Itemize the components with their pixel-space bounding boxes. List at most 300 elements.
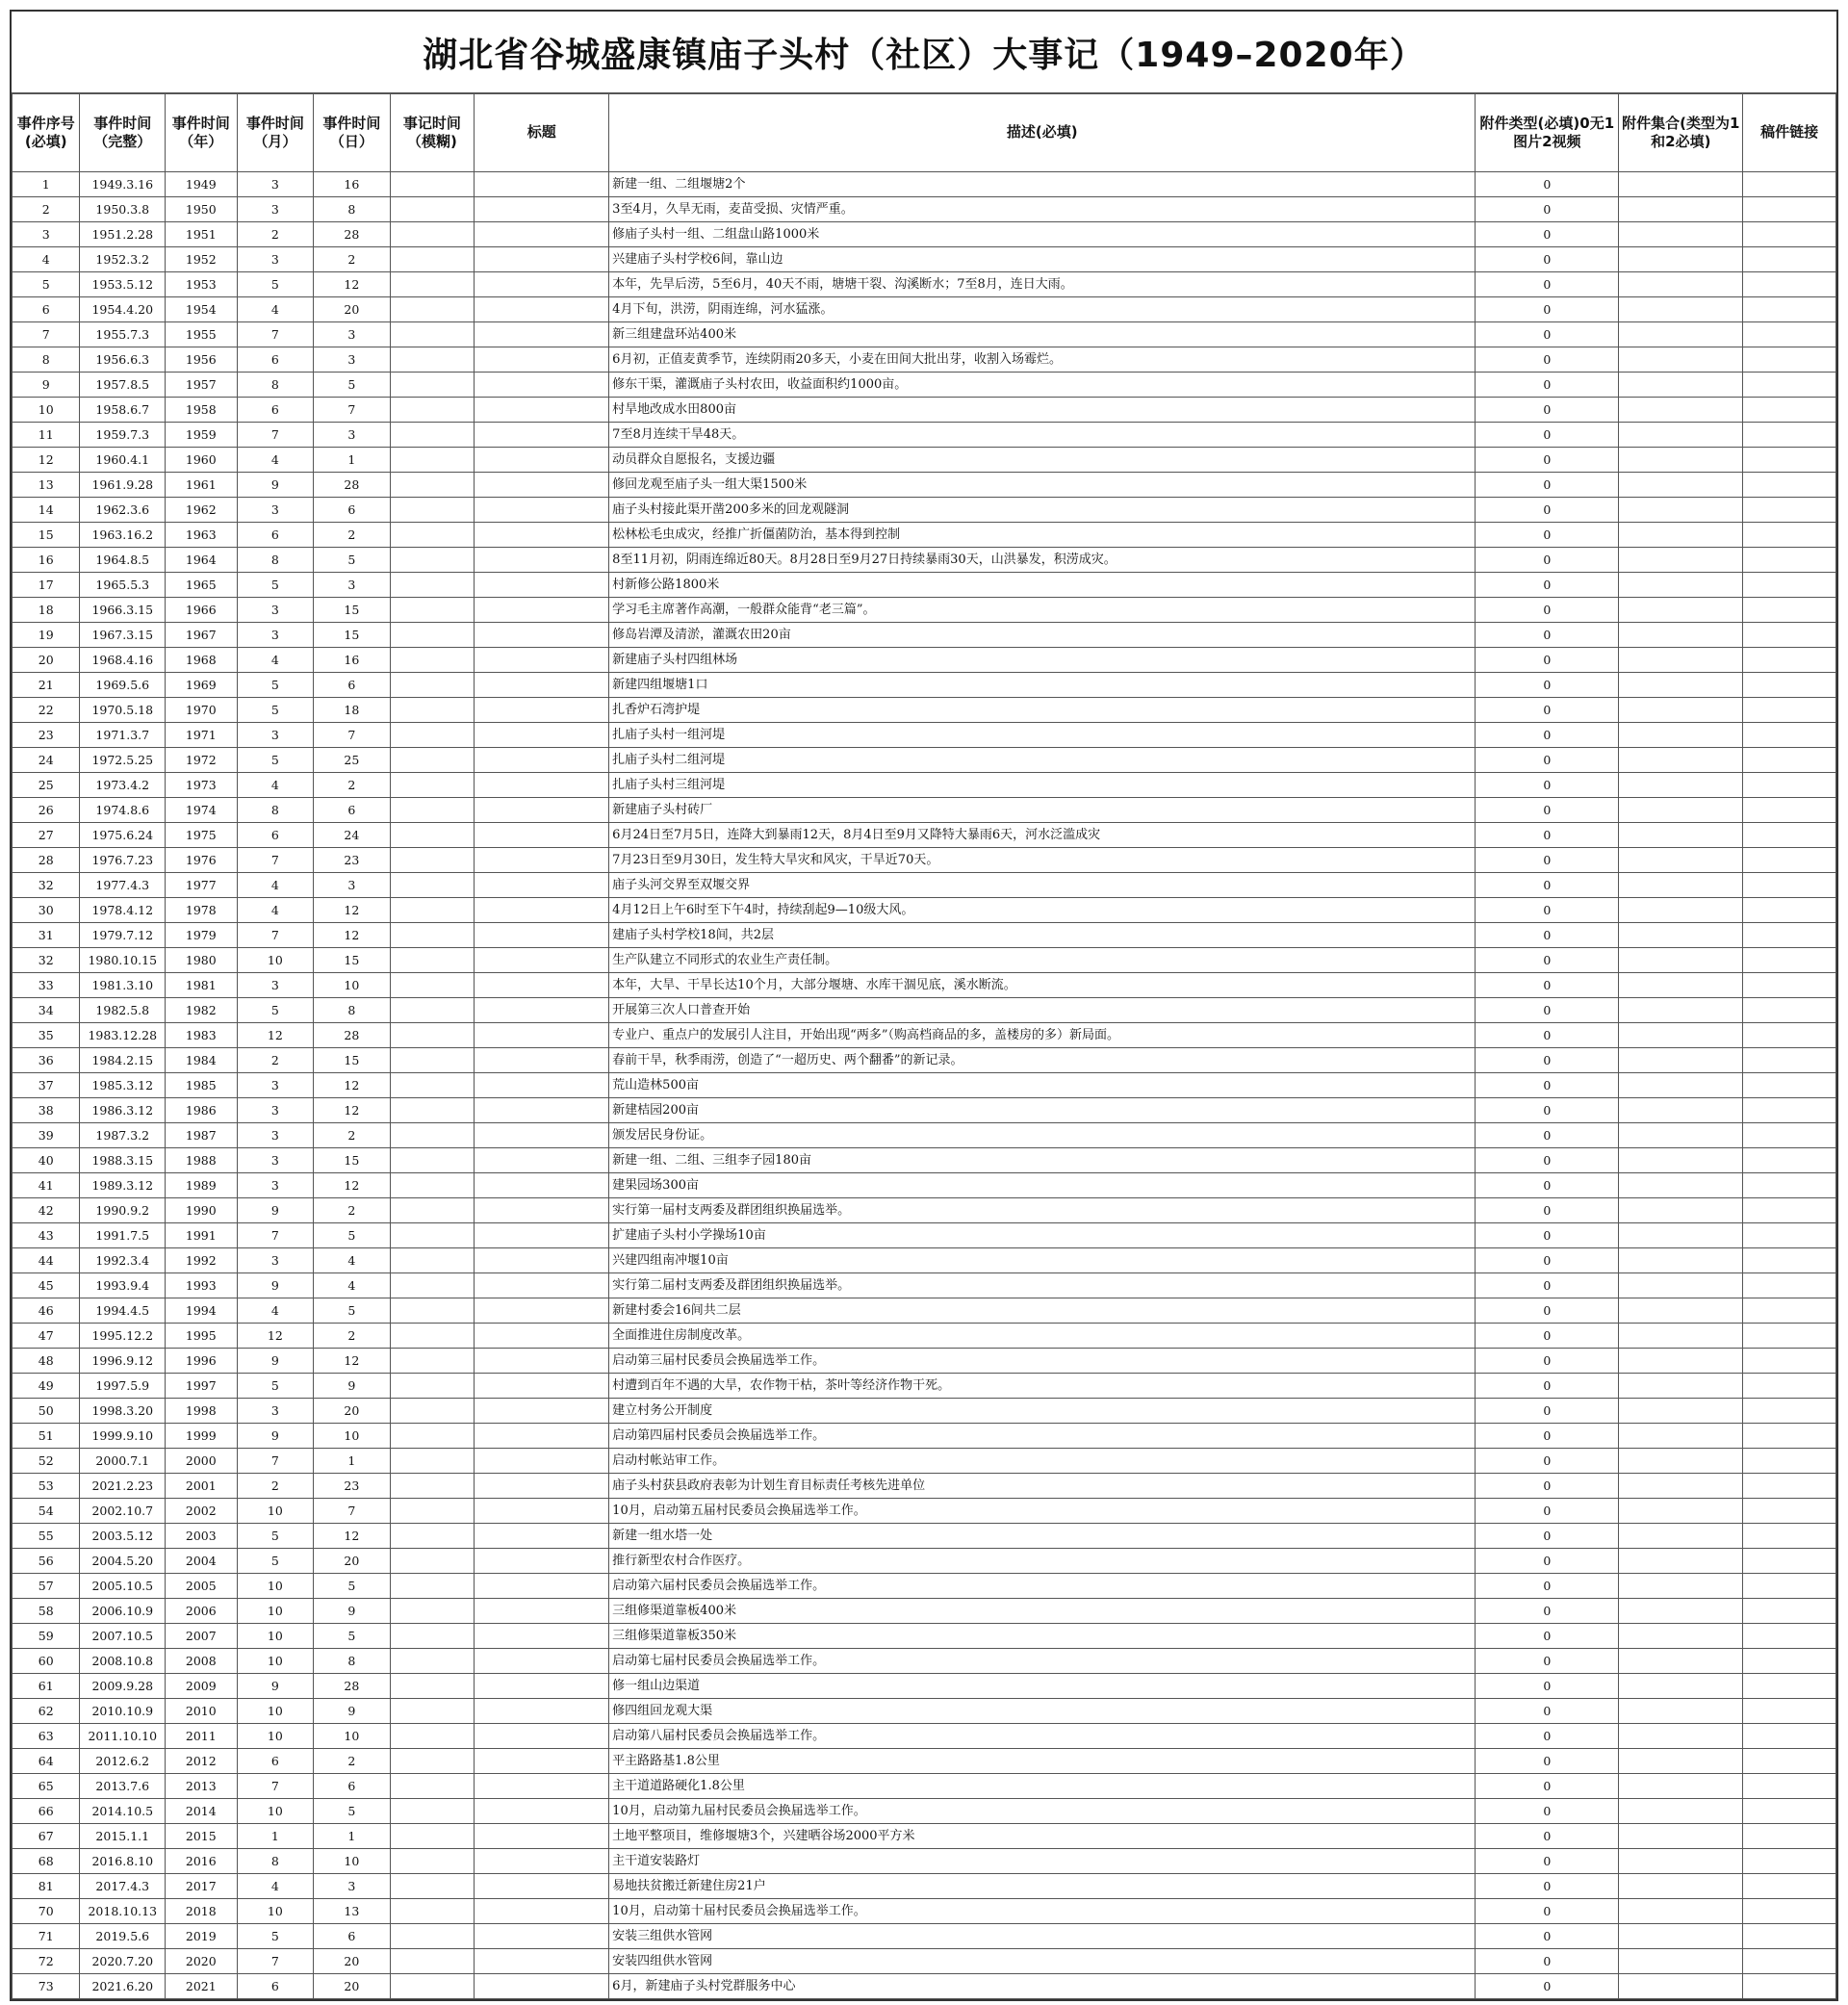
cell-year[interactable]: 2015 [166,1824,238,1849]
cell-description[interactable]: 新建庙子头村四组林场 [609,648,1476,673]
cell-link[interactable] [1743,973,1836,998]
cell-title[interactable] [475,1599,609,1624]
cell-date-fuzzy[interactable] [390,923,475,948]
cell-month[interactable]: 6 [237,347,314,373]
cell-index[interactable]: 46 [13,1298,80,1324]
cell-year[interactable]: 1957 [166,373,238,398]
cell-attachment-set[interactable] [1619,1774,1743,1799]
cell-link[interactable] [1743,1374,1836,1399]
cell-description[interactable]: 6月24日至7月5日，连降大到暴雨12天，8月4日至9月又降特大暴雨6天，河水泛滥成灾 [609,823,1476,848]
cell-year[interactable]: 1998 [166,1399,238,1424]
cell-index[interactable]: 8 [13,347,80,373]
cell-index[interactable]: 49 [13,1374,80,1399]
cell-date-fuzzy[interactable] [390,1524,475,1549]
cell-year[interactable]: 1973 [166,773,238,798]
cell-month[interactable]: 10 [237,1499,314,1524]
cell-index[interactable]: 41 [13,1173,80,1198]
cell-attachment-set[interactable] [1619,448,1743,473]
cell-description[interactable]: 启动第四届村民委员会换届选举工作。 [609,1424,1476,1449]
cell-month[interactable]: 4 [237,1874,314,1899]
cell-day[interactable]: 16 [314,648,391,673]
cell-date-full[interactable]: 2020.7.20 [80,1949,166,1974]
cell-title[interactable] [475,1349,609,1374]
cell-index[interactable]: 59 [13,1624,80,1649]
cell-year[interactable]: 1982 [166,998,238,1023]
cell-date-full[interactable]: 1986.3.12 [80,1098,166,1123]
cell-year[interactable]: 2010 [166,1699,238,1724]
cell-description[interactable]: 扎香炉石湾护堤 [609,698,1476,723]
cell-day[interactable]: 1 [314,1824,391,1849]
cell-attachment-set[interactable] [1619,1799,1743,1824]
cell-month[interactable]: 7 [237,848,314,873]
cell-date-fuzzy[interactable] [390,523,475,548]
cell-title[interactable] [475,172,609,197]
cell-day[interactable]: 3 [314,573,391,598]
cell-link[interactable] [1743,1098,1836,1123]
cell-date-full[interactable]: 2009.9.28 [80,1674,166,1699]
cell-day[interactable]: 2 [314,247,391,272]
cell-day[interactable]: 13 [314,1899,391,1924]
cell-month[interactable]: 3 [237,1248,314,1273]
cell-attachment-type[interactable]: 0 [1476,1499,1619,1524]
cell-year[interactable]: 2017 [166,1874,238,1899]
cell-attachment-set[interactable] [1619,498,1743,523]
cell-index[interactable]: 10 [13,398,80,423]
cell-attachment-type[interactable]: 0 [1476,823,1619,848]
cell-month[interactable]: 10 [237,948,314,973]
cell-year[interactable]: 2000 [166,1449,238,1474]
cell-year[interactable]: 1995 [166,1324,238,1349]
cell-attachment-type[interactable]: 0 [1476,373,1619,398]
cell-description[interactable]: 7月23日至9月30日，发生特大旱灾和风灾，干旱近70天。 [609,848,1476,873]
header-cell[interactable]: 事件序号(必填) [13,94,80,172]
cell-description[interactable]: 启动第八届村民委员会换届选举工作。 [609,1724,1476,1749]
cell-day[interactable]: 24 [314,823,391,848]
cell-attachment-set[interactable] [1619,548,1743,573]
cell-attachment-set[interactable] [1619,948,1743,973]
cell-attachment-set[interactable] [1619,923,1743,948]
cell-date-fuzzy[interactable] [390,1924,475,1949]
cell-attachment-type[interactable]: 0 [1476,748,1619,773]
cell-date-fuzzy[interactable] [390,473,475,498]
cell-attachment-type[interactable]: 0 [1476,1399,1619,1424]
cell-attachment-type[interactable]: 0 [1476,623,1619,648]
cell-date-full[interactable]: 2002.10.7 [80,1499,166,1524]
cell-title[interactable] [475,448,609,473]
cell-month[interactable]: 6 [237,823,314,848]
cell-attachment-set[interactable] [1619,1298,1743,1324]
cell-index[interactable]: 48 [13,1349,80,1374]
cell-month[interactable]: 8 [237,798,314,823]
cell-year[interactable]: 1996 [166,1349,238,1374]
cell-title[interactable] [475,297,609,322]
cell-description[interactable]: 修一组山边渠道 [609,1674,1476,1699]
cell-date-fuzzy[interactable] [390,873,475,898]
cell-date-fuzzy[interactable] [390,1324,475,1349]
cell-index[interactable]: 54 [13,1499,80,1524]
cell-link[interactable] [1743,723,1836,748]
cell-date-full[interactable]: 1966.3.15 [80,598,166,623]
cell-description[interactable]: 春前干旱，秋季雨涝，创造了“一超历史、两个翻番”的新记录。 [609,1048,1476,1073]
cell-link[interactable] [1743,1474,1836,1499]
cell-attachment-type[interactable]: 0 [1476,473,1619,498]
cell-date-fuzzy[interactable] [390,272,475,297]
cell-attachment-type[interactable]: 0 [1476,1123,1619,1148]
cell-title[interactable] [475,1098,609,1123]
cell-day[interactable]: 10 [314,973,391,998]
cell-date-fuzzy[interactable] [390,1474,475,1499]
cell-date-fuzzy[interactable] [390,1123,475,1148]
cell-year[interactable]: 1991 [166,1223,238,1248]
cell-day[interactable]: 12 [314,1073,391,1098]
cell-attachment-set[interactable] [1619,1899,1743,1924]
cell-index[interactable]: 16 [13,548,80,573]
cell-title[interactable] [475,197,609,222]
cell-date-full[interactable]: 1964.8.5 [80,548,166,573]
cell-attachment-set[interactable] [1619,1924,1743,1949]
cell-day[interactable]: 12 [314,1524,391,1549]
cell-attachment-type[interactable]: 0 [1476,247,1619,272]
cell-index[interactable]: 61 [13,1674,80,1699]
cell-month[interactable]: 4 [237,873,314,898]
cell-date-fuzzy[interactable] [390,1148,475,1173]
cell-day[interactable]: 16 [314,172,391,197]
cell-year[interactable]: 2013 [166,1774,238,1799]
cell-link[interactable] [1743,1974,1836,1999]
cell-attachment-set[interactable] [1619,1499,1743,1524]
cell-link[interactable] [1743,347,1836,373]
cell-title[interactable] [475,247,609,272]
cell-description[interactable]: 修岛岩潭及清淤，灌溉农田20亩 [609,623,1476,648]
cell-date-fuzzy[interactable] [390,1374,475,1399]
cell-title[interactable] [475,1424,609,1449]
cell-year[interactable]: 1955 [166,322,238,347]
cell-index[interactable]: 5 [13,272,80,297]
cell-index[interactable]: 72 [13,1949,80,1974]
cell-date-fuzzy[interactable] [390,1774,475,1799]
cell-year[interactable]: 1976 [166,848,238,873]
cell-attachment-set[interactable] [1619,197,1743,222]
cell-title[interactable] [475,1549,609,1574]
header-cell[interactable]: 附件集合(类型为1和2必填) [1619,94,1743,172]
cell-attachment-type[interactable]: 0 [1476,1198,1619,1223]
cell-attachment-set[interactable] [1619,673,1743,698]
cell-title[interactable] [475,948,609,973]
cell-title[interactable] [475,1849,609,1874]
cell-month[interactable]: 4 [237,898,314,923]
cell-attachment-type[interactable]: 0 [1476,1624,1619,1649]
cell-index[interactable]: 43 [13,1223,80,1248]
cell-year[interactable]: 1975 [166,823,238,848]
cell-index[interactable]: 31 [13,923,80,948]
cell-attachment-set[interactable] [1619,773,1743,798]
cell-description[interactable]: 启动第三届村民委员会换届选举工作。 [609,1349,1476,1374]
cell-month[interactable]: 5 [237,1374,314,1399]
cell-date-fuzzy[interactable] [390,698,475,723]
cell-month[interactable]: 3 [237,1173,314,1198]
cell-index[interactable]: 9 [13,373,80,398]
cell-attachment-type[interactable]: 0 [1476,523,1619,548]
cell-description[interactable]: 建庙子头村学校18间，共2层 [609,923,1476,948]
cell-attachment-type[interactable]: 0 [1476,172,1619,197]
cell-link[interactable] [1743,1123,1836,1148]
cell-description[interactable]: 新三组建盘环站400米 [609,322,1476,347]
cell-title[interactable] [475,748,609,773]
cell-date-full[interactable]: 1971.3.7 [80,723,166,748]
cell-index[interactable]: 70 [13,1899,80,1924]
cell-attachment-set[interactable] [1619,398,1743,423]
cell-date-full[interactable]: 2015.1.1 [80,1824,166,1849]
cell-day[interactable]: 10 [314,1849,391,1874]
cell-title[interactable] [475,998,609,1023]
cell-day[interactable]: 3 [314,1874,391,1899]
cell-attachment-set[interactable] [1619,1974,1743,1999]
cell-title[interactable] [475,1774,609,1799]
cell-date-full[interactable]: 2016.8.10 [80,1849,166,1874]
cell-title[interactable] [475,1324,609,1349]
cell-index[interactable]: 17 [13,573,80,598]
cell-description[interactable]: 村遭到百年不遇的大旱，农作物干枯，茶叶等经济作物干死。 [609,1374,1476,1399]
cell-attachment-type[interactable]: 0 [1476,1674,1619,1699]
cell-index[interactable]: 44 [13,1248,80,1273]
cell-attachment-set[interactable] [1619,1023,1743,1048]
cell-link[interactable] [1743,247,1836,272]
cell-month[interactable]: 5 [237,673,314,698]
cell-year[interactable]: 1963 [166,523,238,548]
cell-attachment-type[interactable]: 0 [1476,573,1619,598]
cell-link[interactable] [1743,1023,1836,1048]
cell-day[interactable]: 25 [314,748,391,773]
cell-date-fuzzy[interactable] [390,1724,475,1749]
cell-date-fuzzy[interactable] [390,1624,475,1649]
cell-title[interactable] [475,1574,609,1599]
cell-year[interactable]: 1971 [166,723,238,748]
cell-link[interactable] [1743,398,1836,423]
cell-link[interactable] [1743,1799,1836,1824]
cell-title[interactable] [475,1699,609,1724]
cell-description[interactable]: 安装四组供水管网 [609,1949,1476,1974]
cell-year[interactable]: 2002 [166,1499,238,1524]
cell-date-full[interactable]: 1982.5.8 [80,998,166,1023]
cell-index[interactable]: 45 [13,1273,80,1298]
cell-month[interactable]: 10 [237,1699,314,1724]
cell-date-full[interactable]: 1963.16.2 [80,523,166,548]
cell-date-fuzzy[interactable] [390,573,475,598]
cell-date-fuzzy[interactable] [390,1298,475,1324]
cell-day[interactable]: 2 [314,523,391,548]
cell-attachment-type[interactable]: 0 [1476,1298,1619,1324]
cell-month[interactable]: 5 [237,1524,314,1549]
cell-title[interactable] [475,1399,609,1424]
cell-date-full[interactable]: 1954.4.20 [80,297,166,322]
cell-day[interactable]: 15 [314,623,391,648]
cell-attachment-type[interactable]: 0 [1476,1173,1619,1198]
cell-date-full[interactable]: 2012.6.2 [80,1749,166,1774]
cell-date-full[interactable]: 2007.10.5 [80,1624,166,1649]
cell-day[interactable]: 20 [314,1399,391,1424]
cell-day[interactable]: 2 [314,773,391,798]
cell-month[interactable]: 10 [237,1899,314,1924]
cell-date-fuzzy[interactable] [390,1098,475,1123]
cell-description[interactable]: 开展第三次人口普查开始 [609,998,1476,1023]
cell-link[interactable] [1743,798,1836,823]
cell-day[interactable]: 28 [314,1023,391,1048]
cell-link[interactable] [1743,1173,1836,1198]
cell-month[interactable]: 10 [237,1599,314,1624]
cell-title[interactable] [475,1474,609,1499]
cell-description[interactable]: 扎庙子头村一组河堤 [609,723,1476,748]
cell-index[interactable]: 1 [13,172,80,197]
cell-month[interactable]: 6 [237,1974,314,1999]
cell-title[interactable] [475,347,609,373]
cell-description[interactable]: 扎庙子头村二组河堤 [609,748,1476,773]
cell-date-fuzzy[interactable] [390,848,475,873]
cell-month[interactable]: 10 [237,1624,314,1649]
cell-link[interactable] [1743,773,1836,798]
cell-date-full[interactable]: 1959.7.3 [80,423,166,448]
cell-year[interactable]: 2018 [166,1899,238,1924]
cell-month[interactable]: 6 [237,398,314,423]
cell-description[interactable]: 本年，先旱后涝，5至6月，40天不雨，塘塘干裂、沟溪断水；7至8月，连日大雨。 [609,272,1476,297]
cell-attachment-type[interactable]: 0 [1476,1223,1619,1248]
cell-title[interactable] [475,272,609,297]
cell-attachment-type[interactable]: 0 [1476,197,1619,222]
cell-year[interactable]: 1960 [166,448,238,473]
cell-attachment-type[interactable]: 0 [1476,1073,1619,1098]
cell-attachment-set[interactable] [1619,823,1743,848]
cell-attachment-type[interactable]: 0 [1476,948,1619,973]
cell-link[interactable] [1743,1599,1836,1624]
cell-link[interactable] [1743,1749,1836,1774]
cell-date-full[interactable]: 2004.5.20 [80,1549,166,1574]
cell-attachment-set[interactable] [1619,347,1743,373]
cell-description[interactable]: 新建庙子头村砖厂 [609,798,1476,823]
cell-link[interactable] [1743,1674,1836,1699]
cell-date-full[interactable]: 1983.12.28 [80,1023,166,1048]
cell-attachment-type[interactable]: 0 [1476,1774,1619,1799]
cell-description[interactable]: 村新修公路1800米 [609,573,1476,598]
cell-date-fuzzy[interactable] [390,648,475,673]
cell-month[interactable]: 12 [237,1324,314,1349]
cell-link[interactable] [1743,1399,1836,1424]
cell-year[interactable]: 1987 [166,1123,238,1148]
cell-link[interactable] [1743,748,1836,773]
cell-title[interactable] [475,1624,609,1649]
cell-title[interactable] [475,473,609,498]
cell-month[interactable]: 9 [237,1674,314,1699]
cell-month[interactable]: 3 [237,498,314,523]
cell-attachment-type[interactable]: 0 [1476,1048,1619,1073]
cell-title[interactable] [475,1148,609,1173]
cell-description[interactable]: 6月，新建庙子头村党群服务中心 [609,1974,1476,1999]
cell-attachment-type[interactable]: 0 [1476,1824,1619,1849]
cell-title[interactable] [475,1799,609,1824]
cell-year[interactable]: 1989 [166,1173,238,1198]
cell-attachment-set[interactable] [1619,373,1743,398]
cell-title[interactable] [475,673,609,698]
cell-description[interactable]: 新建四组堰塘1口 [609,673,1476,698]
cell-date-fuzzy[interactable] [390,197,475,222]
cell-attachment-set[interactable] [1619,172,1743,197]
cell-date-full[interactable]: 2021.6.20 [80,1974,166,1999]
cell-year[interactable]: 1951 [166,222,238,247]
cell-description[interactable]: 启动第六届村民委员会换届选举工作。 [609,1574,1476,1599]
cell-title[interactable] [475,723,609,748]
cell-date-full[interactable]: 1998.3.20 [80,1399,166,1424]
cell-month[interactable]: 5 [237,698,314,723]
cell-day[interactable]: 6 [314,673,391,698]
cell-description[interactable]: 全面推进住房制度改革。 [609,1324,1476,1349]
cell-year[interactable]: 2014 [166,1799,238,1824]
cell-year[interactable]: 2004 [166,1549,238,1574]
cell-date-fuzzy[interactable] [390,1599,475,1624]
cell-attachment-set[interactable] [1619,898,1743,923]
cell-date-fuzzy[interactable] [390,898,475,923]
cell-month[interactable]: 7 [237,1774,314,1799]
cell-link[interactable] [1743,1724,1836,1749]
cell-year[interactable]: 1990 [166,1198,238,1223]
cell-link[interactable] [1743,197,1836,222]
cell-date-fuzzy[interactable] [390,773,475,798]
cell-month[interactable]: 3 [237,1123,314,1148]
cell-month[interactable]: 10 [237,1649,314,1674]
cell-description[interactable]: 建果园场300亩 [609,1173,1476,1198]
cell-date-full[interactable]: 1997.5.9 [80,1374,166,1399]
cell-index[interactable]: 73 [13,1974,80,1999]
cell-date-fuzzy[interactable] [390,1349,475,1374]
cell-month[interactable]: 7 [237,1449,314,1474]
cell-description[interactable]: 土地平整项目，维修堰塘3个，兴建晒谷场2000平方米 [609,1824,1476,1849]
cell-date-full[interactable]: 1960.4.1 [80,448,166,473]
cell-link[interactable] [1743,498,1836,523]
cell-attachment-set[interactable] [1619,798,1743,823]
cell-link[interactable] [1743,1148,1836,1173]
cell-date-fuzzy[interactable] [390,347,475,373]
cell-index[interactable]: 68 [13,1849,80,1874]
cell-date-full[interactable]: 2018.10.13 [80,1899,166,1924]
cell-attachment-set[interactable] [1619,1624,1743,1649]
cell-link[interactable] [1743,1449,1836,1474]
cell-title[interactable] [475,1874,609,1899]
cell-title[interactable] [475,1374,609,1399]
cell-link[interactable] [1743,1949,1836,1974]
cell-link[interactable] [1743,1899,1836,1924]
cell-day[interactable]: 18 [314,698,391,723]
cell-link[interactable] [1743,1649,1836,1674]
cell-date-fuzzy[interactable] [390,1549,475,1574]
cell-month[interactable]: 3 [237,197,314,222]
cell-attachment-type[interactable]: 0 [1476,1799,1619,1824]
cell-day[interactable]: 6 [314,498,391,523]
header-cell[interactable]: 附件类型(必填)0无1图片2视频 [1476,94,1619,172]
cell-year[interactable]: 2019 [166,1924,238,1949]
cell-month[interactable]: 5 [237,748,314,773]
cell-description[interactable]: 本年，大旱、干旱长达10个月，大部分堰塘、水库干涸见底，溪水断流。 [609,973,1476,998]
cell-attachment-set[interactable] [1619,297,1743,322]
cell-title[interactable] [475,1449,609,1474]
cell-date-full[interactable]: 1975.6.24 [80,823,166,848]
cell-description[interactable]: 实行第二届村支两委及群团组织换届选举。 [609,1273,1476,1298]
cell-attachment-type[interactable]: 0 [1476,1324,1619,1349]
cell-day[interactable]: 6 [314,1924,391,1949]
cell-month[interactable]: 7 [237,1223,314,1248]
cell-title[interactable] [475,1023,609,1048]
cell-date-fuzzy[interactable] [390,723,475,748]
cell-year[interactable]: 1983 [166,1023,238,1048]
cell-description[interactable]: 庙子头河交界至双堰交界 [609,873,1476,898]
cell-date-full[interactable]: 1987.3.2 [80,1123,166,1148]
cell-attachment-set[interactable] [1619,1374,1743,1399]
